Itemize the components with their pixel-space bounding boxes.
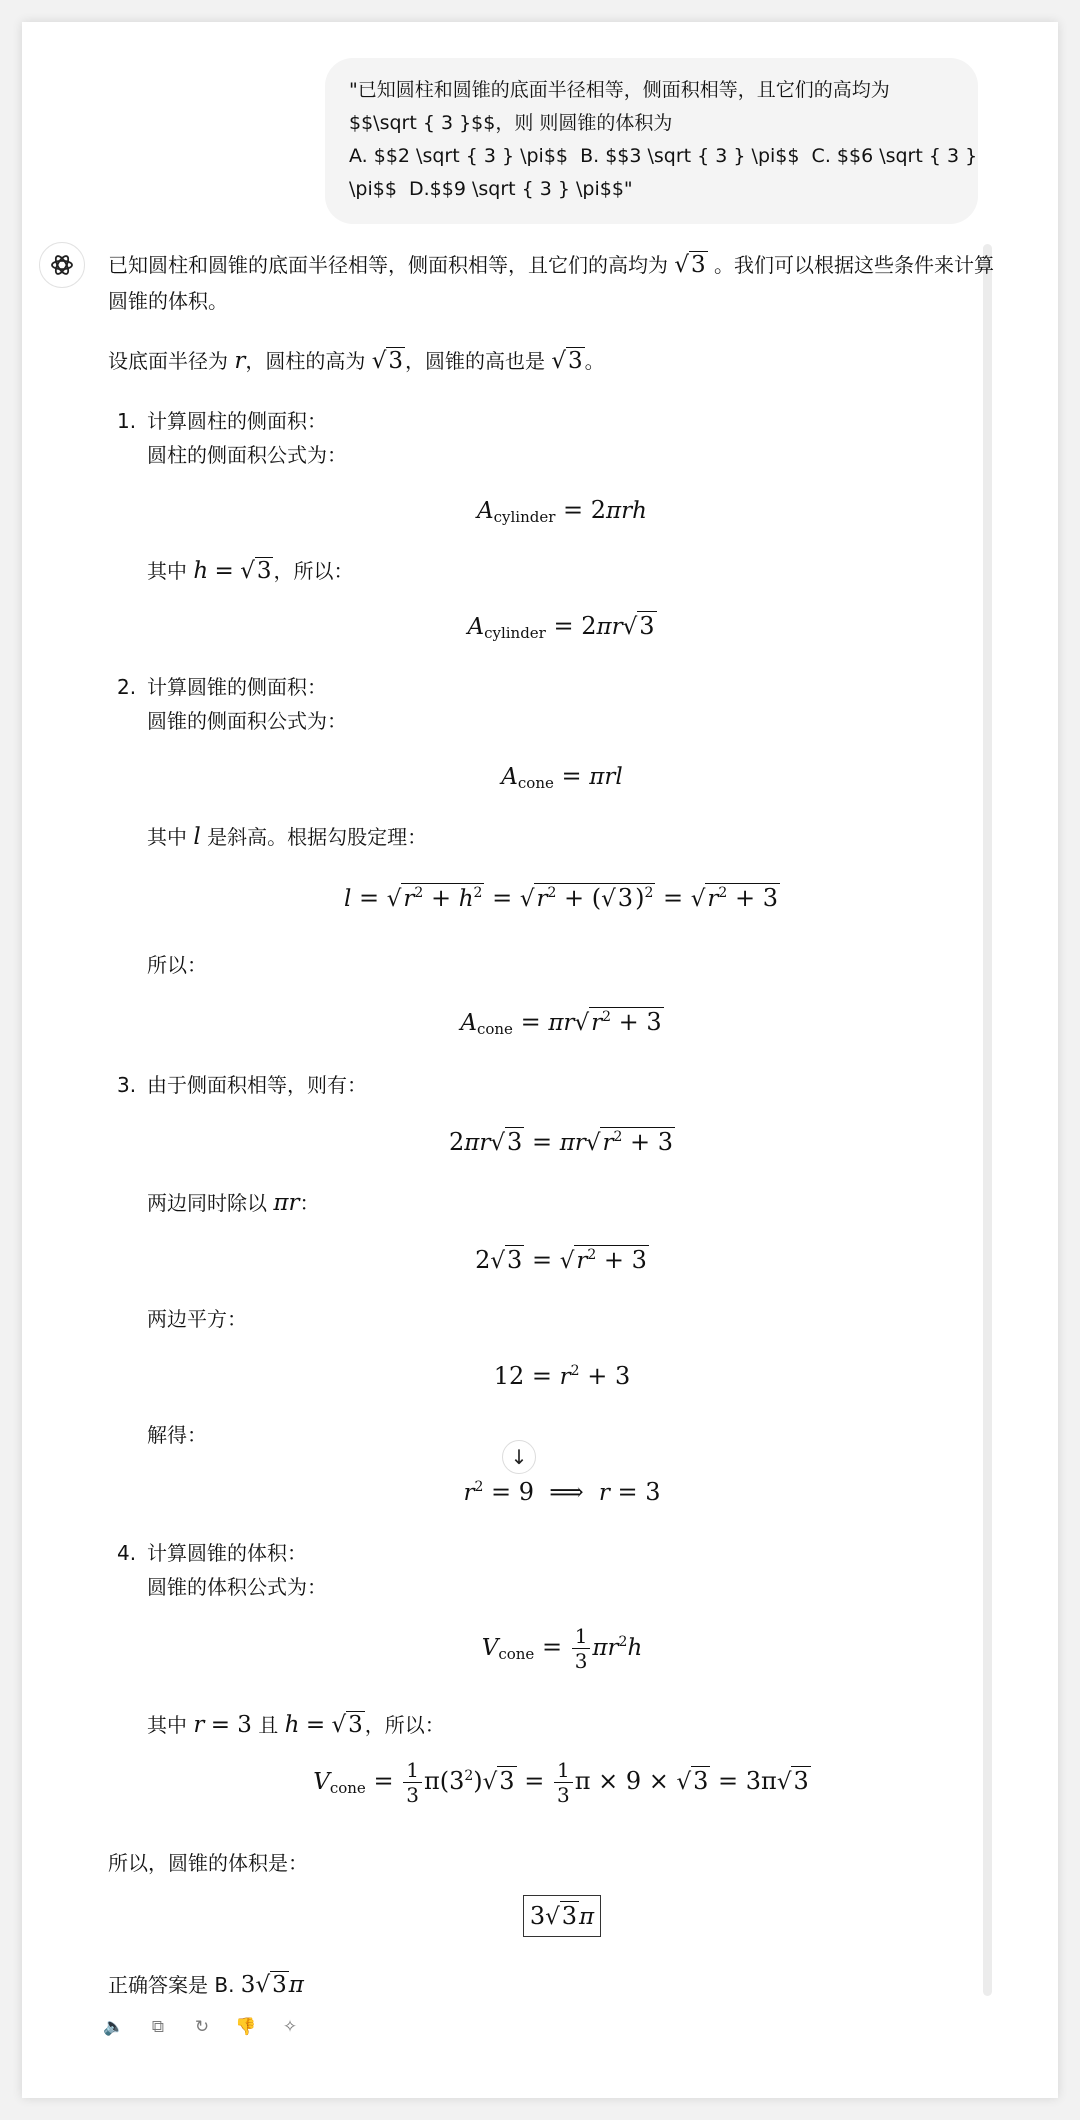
- step-title: 计算圆锥的侧面积：: [147, 675, 327, 699]
- step-title: 由于侧面积相等，则有：: [147, 1073, 367, 1097]
- divide-text: 两边同时除以 πr：: [147, 1190, 320, 1216]
- step-subtitle: 圆锥的体积公式为：: [147, 1575, 327, 1599]
- step-subtitle: 圆锥的侧面积公式为：: [147, 709, 347, 733]
- equation-volume-formula: Vcone = $\frac{1}{3}$ $\pi r^2h$: [481, 1624, 643, 1673]
- chat-window: [22, 22, 1058, 2098]
- equation-divided: $2√3 = √r^2 + 3$: [475, 1246, 647, 1274]
- user-message-line: A. $$2 \sqrt { 3 } \pi$$ B. $$3 \sqrt { 3 } \pi$$ C. $$6 \sqrt { 3 }: [349, 145, 978, 167]
- conclusion-text: 所以，圆锥的体积是：: [108, 1851, 308, 1875]
- scroll-down-button[interactable]: [502, 1440, 536, 1474]
- equation-slant-height: $l = √r^2 + h^2 = √r^2 + (√3)^2 = √r^2 + 3$: [344, 884, 778, 912]
- assistant-logo-icon: [39, 242, 85, 288]
- equation-volume-calc: Vcone = $\frac{1}{3}$ $\pi(3^2)√3$ = $\frac{1}{3}$ π × 9 × √3 = 3π√3: [313, 1758, 809, 1807]
- where-l-text: 其中 l 是斜高。根据勾股定理：: [147, 824, 428, 850]
- copy-icon[interactable]: ⧉: [151, 2017, 165, 2037]
- solve-text: 解得：: [147, 1423, 207, 1447]
- equation-cylinder-formula: Acylinder = 2πrh: [477, 496, 647, 526]
- intro-text: 已知圆柱和圆锥的底面半径相等，侧面积相等，且它们的高均为 √3 。我们可以根据这些条件来计算: [108, 252, 995, 278]
- step-title: 计算圆锥的体积：: [147, 1541, 307, 1565]
- step-number: 3.: [117, 1073, 137, 1097]
- step-number: 2.: [117, 675, 137, 699]
- setup-text: 设底面半径为 r，圆柱的高为 √3 ，圆锥的高也是 √3 。: [108, 348, 605, 374]
- equation-cylinder-area: Acylinder = 2πr√3: [467, 612, 655, 642]
- so-text: 所以：: [147, 953, 207, 977]
- boxed-answer: 3√3π: [22, 1902, 1058, 1930]
- thumbs-down-icon[interactable]: 👎: [235, 2017, 257, 2037]
- message-actions: [102, 2015, 302, 2039]
- where-r-text: 其中 r = 3 且 h = √3 ，所以：: [147, 1712, 445, 1738]
- step-subtitle: 圆柱的侧面积公式为：: [147, 443, 347, 467]
- step-number: 4.: [117, 1541, 137, 1565]
- where-h-text: 其中 h = √3 ，所以：: [147, 558, 354, 584]
- final-answer-text: 正确答案是 B. 3√3π: [108, 1972, 304, 1998]
- step-number: 1.: [117, 409, 137, 433]
- equation-solution: $r^2 = 9$ ⟹ r = 3: [463, 1478, 661, 1506]
- intro-text-line2: 圆锥的体积。: [108, 289, 228, 313]
- sparkle-icon[interactable]: ✧: [282, 2017, 298, 2037]
- user-message-bubble: [325, 58, 978, 224]
- regenerate-icon[interactable]: ↻: [194, 2017, 210, 2037]
- user-message-line: $$\sqrt { 3 }$$，则 则圆锥的体积为: [349, 112, 673, 134]
- read-aloud-icon[interactable]: 🔈: [103, 2017, 125, 2037]
- equation-cone-formula: Acone = πrl: [501, 762, 623, 792]
- equation-squared: $12 = r^2 + 3$: [493, 1362, 631, 1390]
- square-text: 两边平方：: [147, 1307, 247, 1331]
- equation-cone-area: Acone = $\pi r√r^2 + 3$: [460, 1008, 662, 1038]
- user-message-line: \pi$$ D.$$9 \sqrt { 3 } \pi$$": [349, 178, 633, 200]
- step-title: 计算圆柱的侧面积：: [147, 409, 327, 433]
- equation-equal-areas: $2\pi r√3 = \pi r√r^2 + 3$: [448, 1128, 674, 1156]
- user-message-line: "已知圆柱和圆锥的底面半径相等，侧面积相等，且它们的高均为: [349, 79, 890, 101]
- arrow-down-icon: ↓: [510, 1445, 528, 1469]
